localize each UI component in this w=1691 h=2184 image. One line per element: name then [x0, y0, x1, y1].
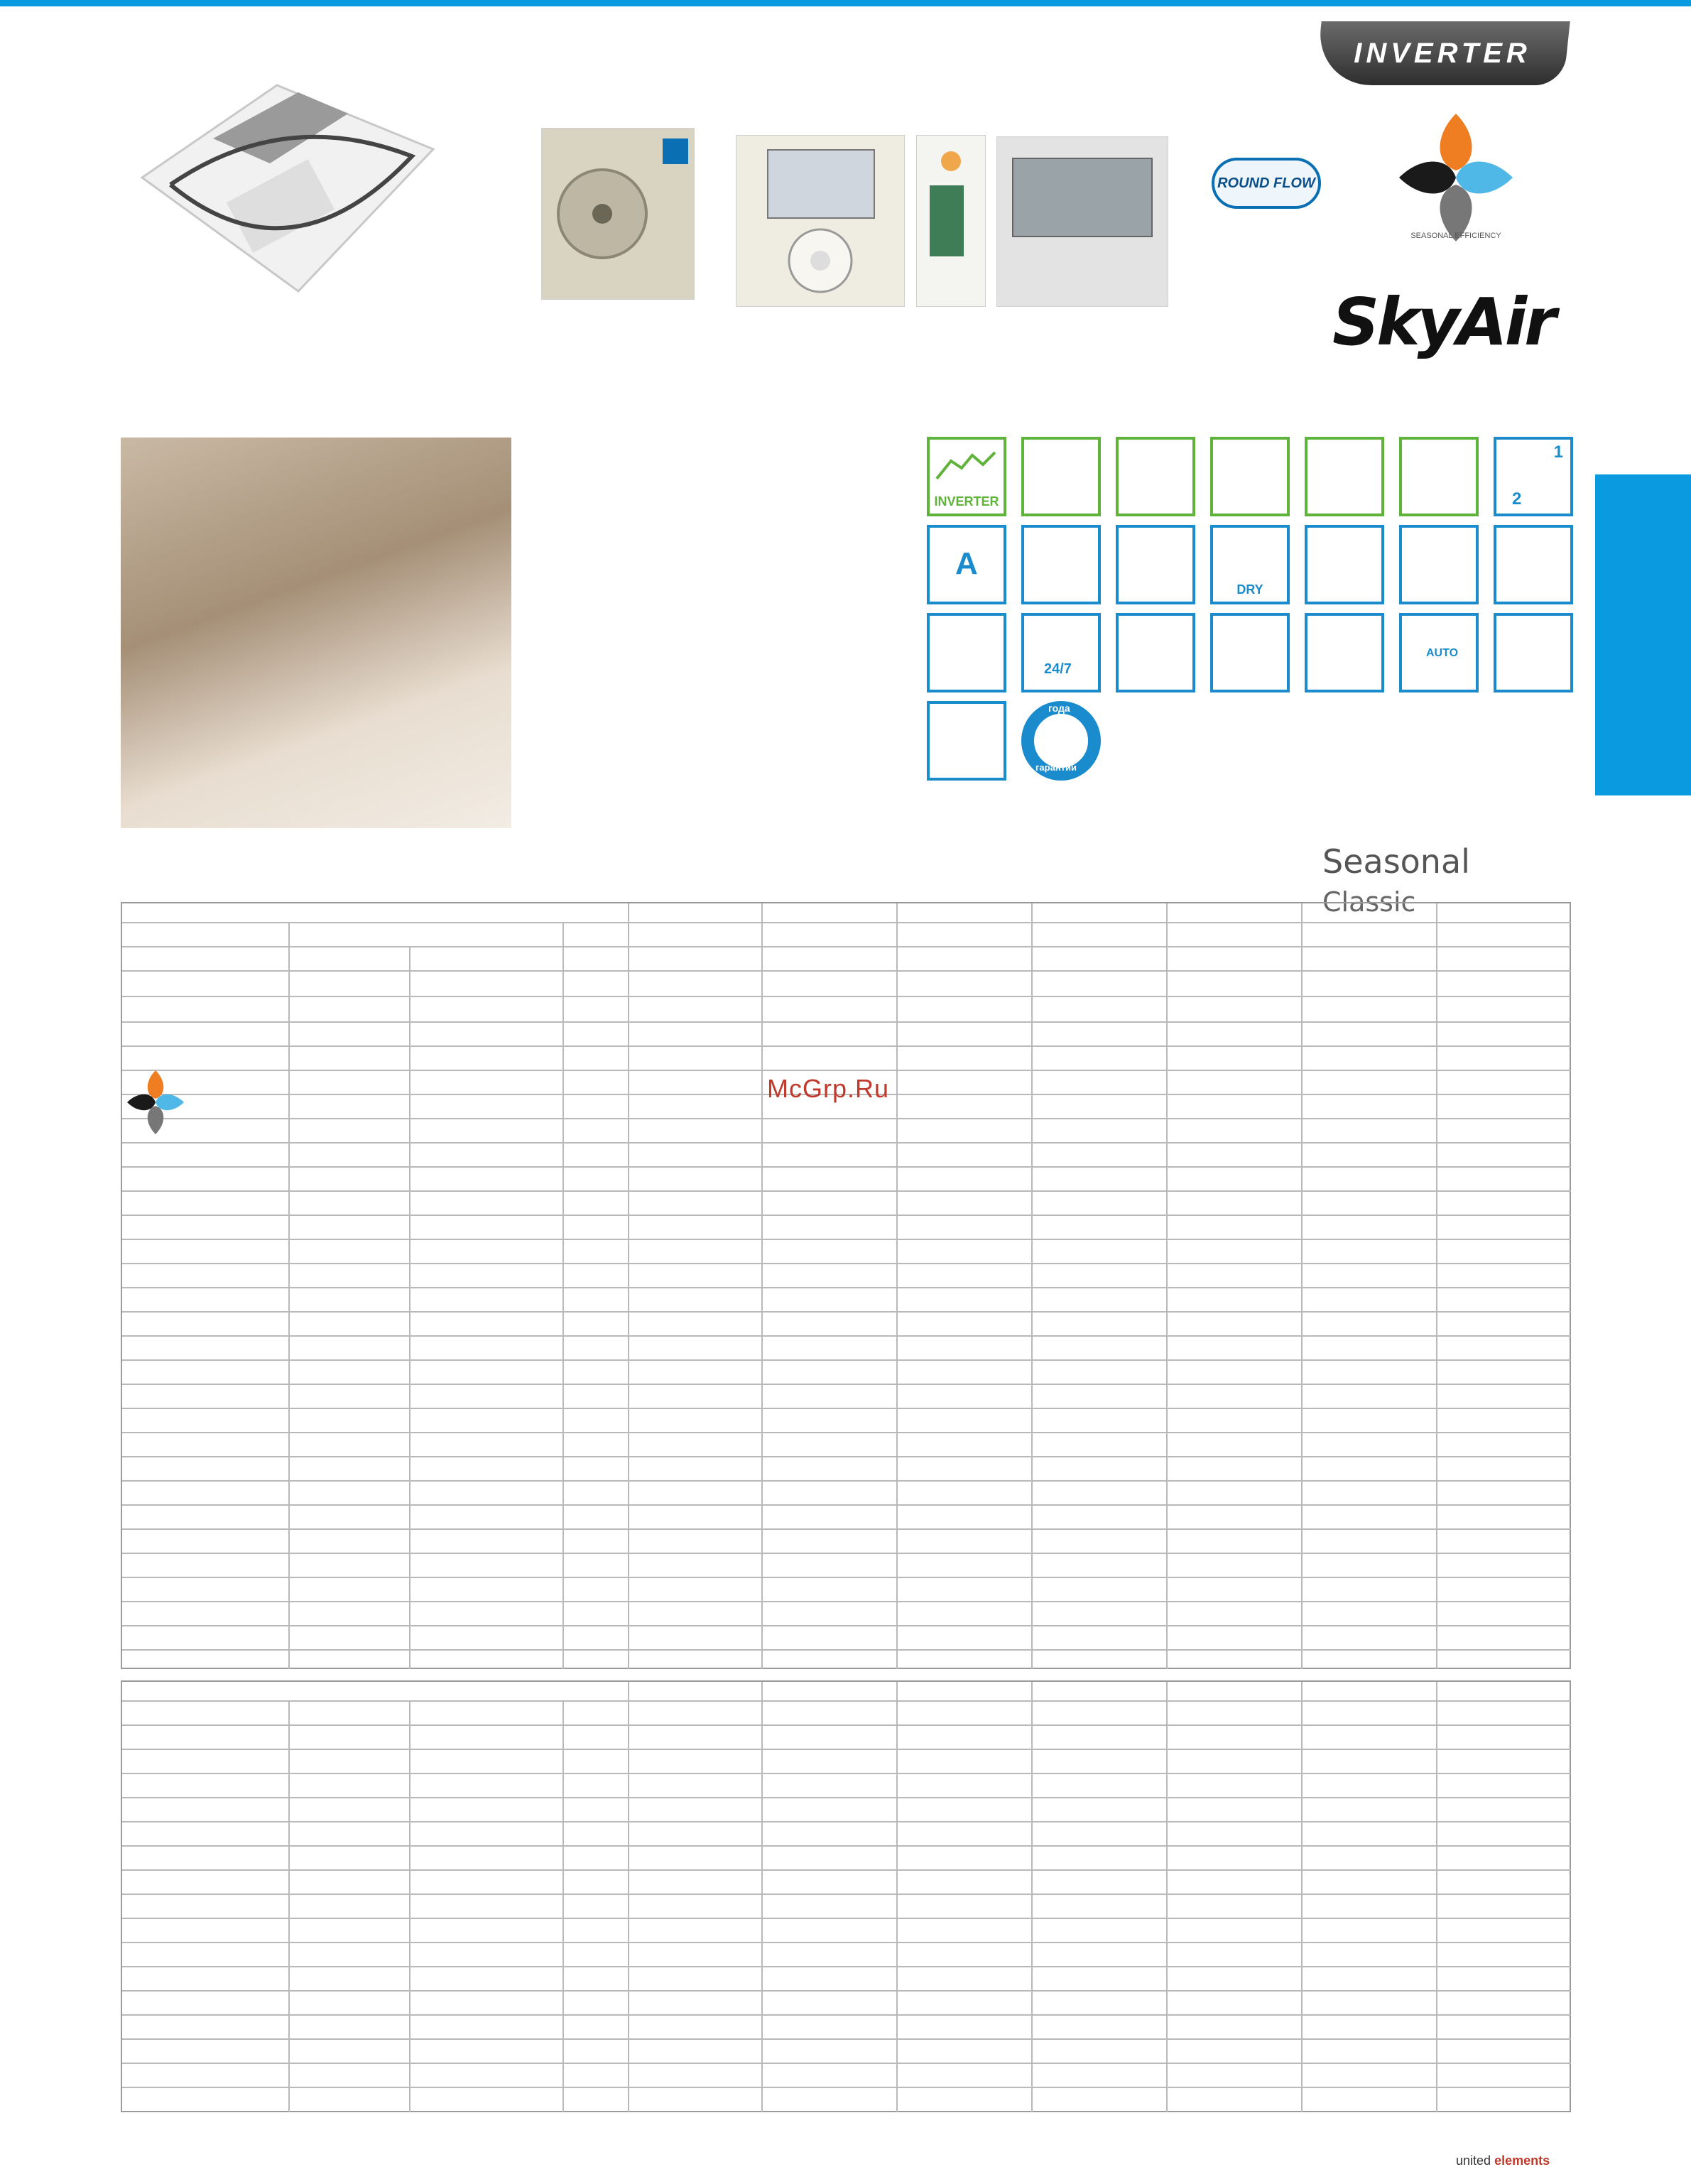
feature-icon-grid	[927, 437, 1573, 792]
fan-icon	[1210, 437, 1290, 516]
spec-table-indoor	[121, 902, 1571, 1669]
warranty-icon: года гарантии	[1021, 701, 1101, 781]
seasonal-efficiency-caption: SEASONAL EFFICIENCY	[1410, 232, 1501, 240]
outdoor-unit-image	[541, 128, 695, 300]
auto-restart-icon: AUTO	[1399, 613, 1479, 692]
infrared-remote-image	[916, 135, 986, 307]
seasonal-classic-logo	[1322, 842, 1571, 918]
dry-mode-icon: DRY	[1210, 525, 1290, 604]
top-accent-line	[0, 0, 1691, 6]
error-display-icon	[927, 613, 1006, 692]
showroom-photo	[121, 438, 511, 828]
series-name: Seasonal	[1322, 842, 1470, 881]
drain-pump-icon	[927, 701, 1006, 781]
series-sub: Classic	[1322, 886, 1416, 918]
skyair-logo: SkyAir	[1332, 284, 1554, 360]
wired-remote-icon	[1210, 613, 1290, 692]
inverter-icon: INVERTER	[927, 437, 1006, 516]
piggy-bank-icon	[1021, 437, 1101, 516]
wired-remote-image	[736, 135, 905, 307]
solar-panel-icon	[1305, 437, 1384, 516]
fan-speed-steps-icon	[1494, 525, 1573, 604]
cassette-unit-image	[114, 71, 447, 305]
central-controller-icon	[1305, 613, 1384, 692]
seasonal-efficiency-logo	[1392, 107, 1520, 249]
central-controller-image	[996, 136, 1168, 307]
infrared-remote-icon	[1116, 613, 1195, 692]
footer-brand: elements	[1494, 2153, 1550, 2168]
air-filter-icon	[1116, 525, 1195, 604]
swing-2-positions-icon: 1 2	[1494, 437, 1573, 516]
home-key-icon	[1116, 437, 1195, 516]
round-flow-logo: ROUND FLOW	[1212, 158, 1321, 209]
person-sensor-icon	[1399, 437, 1479, 516]
side-tab	[1595, 474, 1691, 795]
footer-logo	[1456, 2153, 1550, 2168]
clock-24-7-icon: 24/7	[1021, 613, 1101, 692]
inverter-badge	[1315, 21, 1570, 85]
watermark: McGrp.Ru	[767, 1074, 890, 1103]
spec-table-outdoor	[121, 1680, 1571, 2112]
auto-mode-icon: A	[927, 525, 1006, 604]
footer-prefix: united	[1456, 2153, 1491, 2168]
schedule-list-icon	[1494, 613, 1573, 692]
quiet-face-icon	[1021, 525, 1101, 604]
airflow-directions-icon	[1399, 525, 1479, 604]
seasonal-efficiency-mini-logo	[124, 1067, 187, 1138]
inverter-badge-label: INVERTER	[1354, 38, 1531, 69]
cassette-clean-icon	[1305, 525, 1384, 604]
